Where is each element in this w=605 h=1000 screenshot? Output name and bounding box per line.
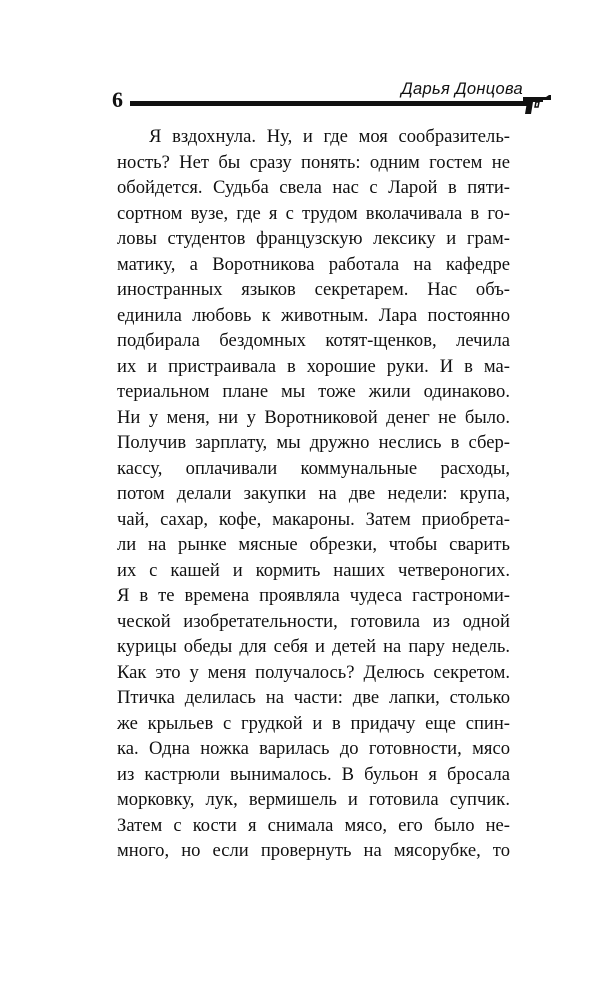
text-line: много, но если провернуть на мясорубке, то — [117, 840, 510, 861]
text-line: сортном вузе, где я с трудом вколачивала в го- — [117, 202, 510, 224]
running-header — [0, 0, 605, 130]
text-line: их с кашей и кормить наших четвероногих. — [117, 559, 510, 581]
text-line: ловы студентов французскую лексику и грам- — [117, 228, 510, 249]
text-line: Затем с кости я снимала мясо, его было не- — [117, 814, 510, 836]
text-line: Ни у меня, ни у Воротниковой денег не было. — [117, 406, 510, 428]
text-line: Я вздохнула. Ну, и где моя сообразитель- — [149, 126, 510, 147]
text-line: из кастрюли вынималось. В бульон я бросала — [117, 763, 510, 785]
text-line: матику, а Воротникова работала на кафедре — [117, 253, 510, 275]
author-name: Дарья Донцова — [401, 80, 523, 98]
text-line: Как это у меня получалось? Делюсь секретом. — [117, 661, 510, 683]
pistol-icon — [522, 92, 554, 118]
text-line: ческой изобретательности, готовила из одной — [117, 610, 510, 632]
text-line: ли на рынке мясные обрезки, чтобы сварить — [117, 534, 510, 555]
text-line: потом делали закупки на две недели: крупа, — [117, 483, 510, 504]
text-line: их и пристраивала в хорошие руки. И в ма- — [117, 355, 510, 377]
body-text — [117, 124, 510, 864]
text-line: Птичка делилась на части: две лапки, столько — [117, 687, 510, 708]
text-line: же крыльев с грудкой и в придачу еще спин- — [117, 712, 510, 734]
text-line: ка. Одна ножка варилась до готовности, мясо — [117, 738, 510, 759]
text-line: обойдется. Судьба свела нас с Ларой в пяти- — [117, 177, 510, 198]
text-line: морковку, лук, вермишель и готовила супчик. — [117, 789, 510, 810]
page-number: 6 — [112, 87, 123, 112]
header-rule — [130, 101, 530, 106]
text-line: Я в те времена проявляла чудеса гастрономи- — [117, 585, 510, 606]
text-line: чай, сахар, кофе, макароны. Затем приобрета- — [117, 508, 510, 530]
text-line: иностранных языков секретарем. Нас объ- — [117, 279, 510, 300]
text-line: курицы обеды для себя и детей на пару недель. — [117, 636, 510, 657]
text-line: кассу, оплачивали коммунальные расходы, — [117, 457, 510, 479]
text-line: подбирала бездомных котят-щенков, лечила — [117, 330, 510, 351]
text-line: единила любовь к животным. Лара постоянно — [117, 304, 510, 326]
text-line: Получив зарплату, мы дружно неслись в сбер- — [117, 432, 510, 453]
text-line: ность? Нет бы сразу понять: одним гостем не — [117, 151, 510, 173]
text-line: териальном плане мы тоже жили одинаково. — [117, 381, 510, 402]
